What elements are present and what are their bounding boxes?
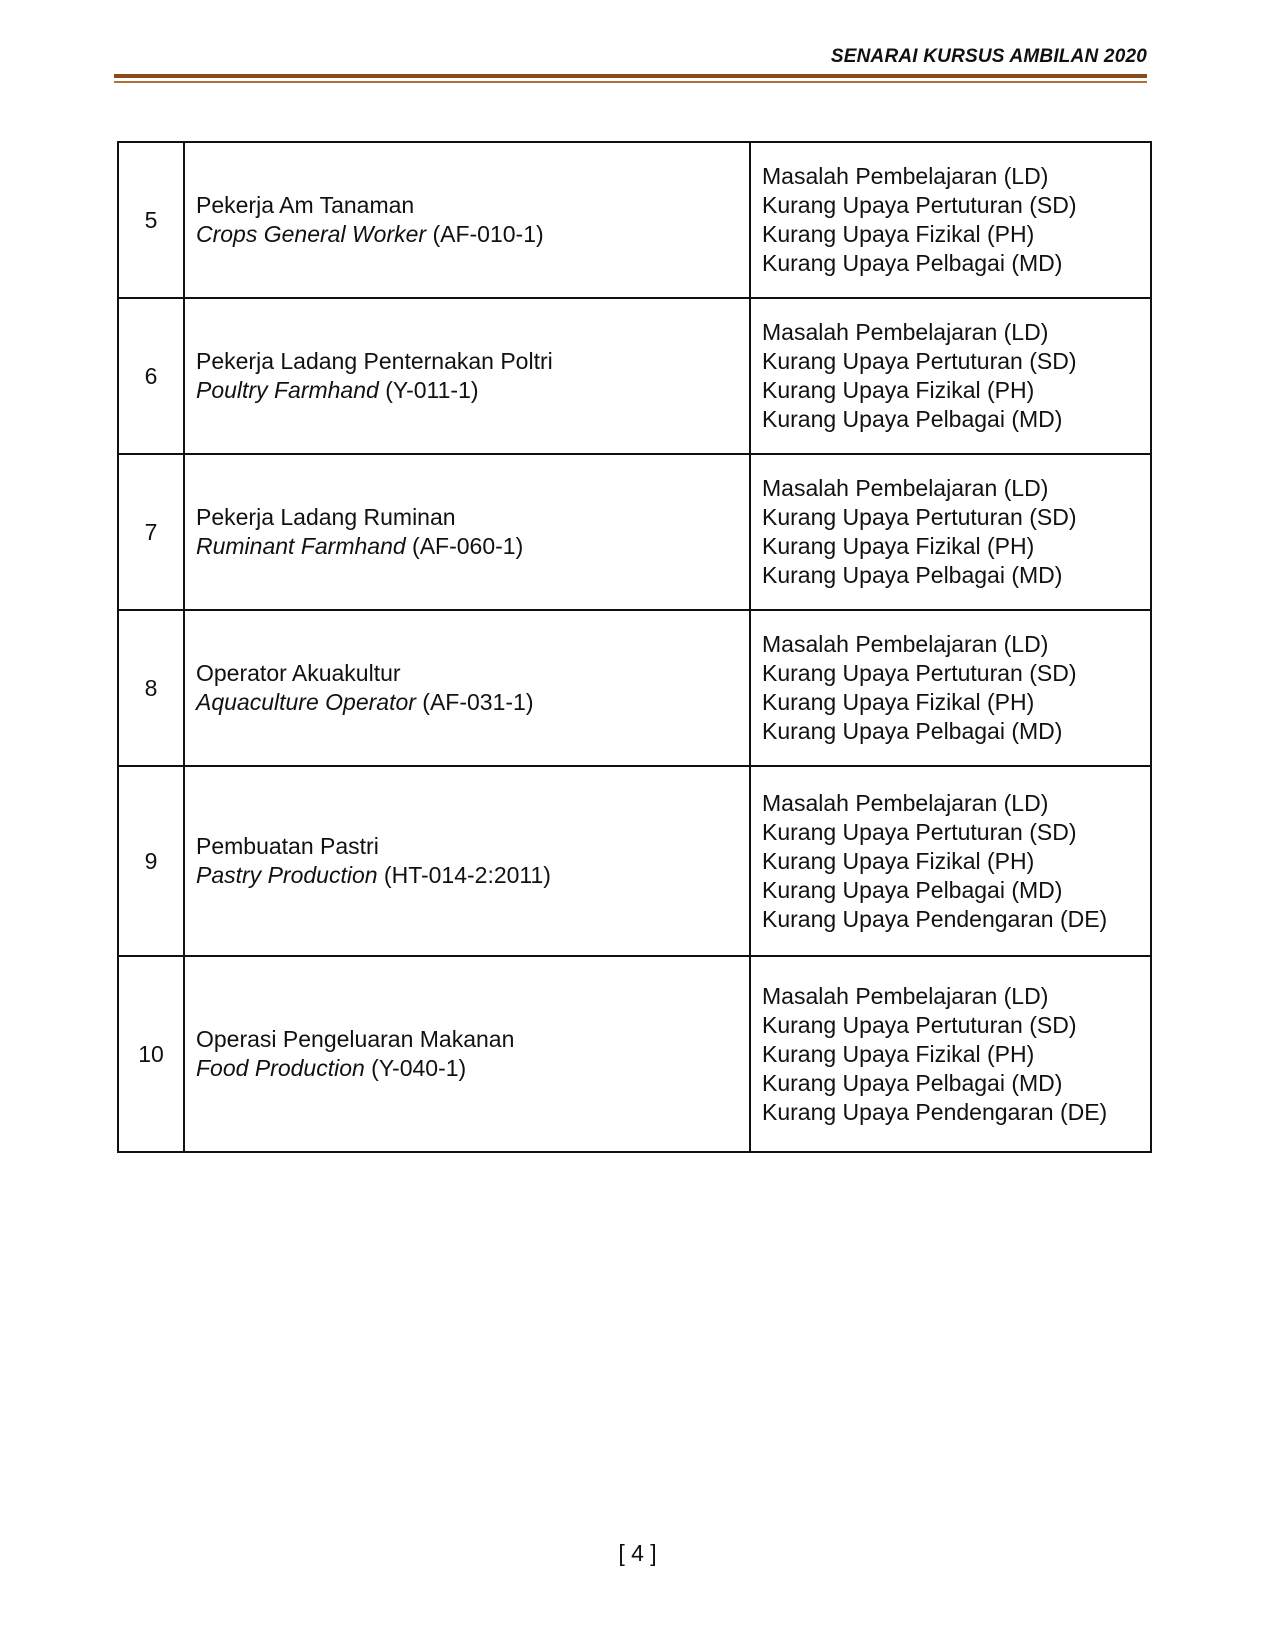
- disability-category: Kurang Upaya Pertuturan (SD): [762, 1011, 1077, 1038]
- course-cell: [184, 610, 750, 766]
- disability-categories-cell: [750, 454, 1151, 610]
- table-row: [118, 956, 1151, 1152]
- course-name-en: Poultry Farmhand: [196, 377, 379, 403]
- course-name-en: Ruminant Farmhand: [196, 533, 406, 559]
- disability-category: Masalah Pembelajaran (LD): [762, 475, 1049, 501]
- disability-category: Masalah Pembelajaran (LD): [762, 982, 1049, 1009]
- course-name-en-line: [196, 220, 749, 249]
- disability-category: Masalah Pembelajaran (LD): [762, 319, 1049, 345]
- course-name-en: Pastry Production: [196, 862, 378, 888]
- course-cell: [184, 454, 750, 610]
- disability-category: Kurang Upaya Fizikal (PH): [762, 847, 1035, 874]
- table-row: [118, 610, 1151, 766]
- course-name-ms: Operasi Pengeluaran Makanan: [196, 1026, 515, 1052]
- disability-category: Kurang Upaya Pelbagai (MD): [762, 406, 1063, 432]
- disability-category: Kurang Upaya Fizikal (PH): [762, 1040, 1035, 1067]
- course-code: (AF-010-1): [432, 221, 544, 247]
- disability-category: Masalah Pembelajaran (LD): [762, 789, 1049, 816]
- disability-category: Kurang Upaya Pertuturan (SD): [762, 192, 1077, 218]
- course-cell: [184, 298, 750, 454]
- course-name-en: Aquaculture Operator: [196, 689, 416, 715]
- course-name-en-line: [196, 861, 749, 890]
- page-header-title: SENARAI KURSUS AMBILAN 2020: [830, 46, 1147, 67]
- table-row: [118, 298, 1151, 454]
- course-code: (AF-031-1): [422, 689, 534, 715]
- header-rule-thin: [114, 81, 1147, 83]
- row-number: 9: [118, 766, 184, 956]
- disability-category: Kurang Upaya Fizikal (PH): [762, 377, 1035, 403]
- disability-category: Kurang Upaya Pelbagai (MD): [762, 876, 1063, 903]
- course-code: (Y-040-1): [371, 1055, 467, 1081]
- disability-categories-cell: [750, 298, 1151, 454]
- row-number: 5: [118, 142, 184, 298]
- course-code: (Y-011-1): [385, 377, 479, 403]
- page-number: [ 4 ]: [618, 1540, 657, 1566]
- disability-category: Kurang Upaya Pelbagai (MD): [762, 1069, 1063, 1096]
- disability-category: Kurang Upaya Pelbagai (MD): [762, 718, 1063, 744]
- course-cell: [184, 766, 750, 956]
- course-name-ms: Pembuatan Pastri: [196, 833, 379, 859]
- disability-category: Kurang Upaya Pertuturan (SD): [762, 348, 1077, 374]
- disability-categories-cell: [750, 766, 1151, 956]
- course-table: [117, 141, 1152, 1153]
- course-name-ms: Operator Akuakultur: [196, 660, 401, 686]
- row-number: 7: [118, 454, 184, 610]
- disability-category: Masalah Pembelajaran (LD): [762, 631, 1049, 657]
- course-code: (AF-060-1): [412, 533, 524, 559]
- table-row: [118, 766, 1151, 956]
- disability-category: Kurang Upaya Pendengaran (DE): [762, 1098, 1108, 1125]
- disability-categories-cell: [750, 956, 1151, 1152]
- course-code: (HT-014-2:2011): [383, 862, 551, 888]
- disability-category: Kurang Upaya Fizikal (PH): [762, 533, 1035, 559]
- row-number: 8: [118, 610, 184, 766]
- disability-category: Kurang Upaya Pertuturan (SD): [762, 504, 1077, 530]
- disability-categories-cell: [750, 142, 1151, 298]
- disability-category: Kurang Upaya Pendengaran (DE): [762, 905, 1108, 932]
- course-name-ms: Pekerja Am Tanaman: [196, 192, 415, 218]
- course-cell: [184, 956, 750, 1152]
- table-row: [118, 142, 1151, 298]
- disability-category: Masalah Pembelajaran (LD): [762, 163, 1049, 189]
- course-name-en-line: [196, 376, 749, 405]
- row-number: 10: [118, 956, 184, 1152]
- course-name-en: Food Production: [196, 1055, 365, 1081]
- course-cell: [184, 142, 750, 298]
- course-name-en-line: [196, 1054, 749, 1083]
- disability-category: Kurang Upaya Pelbagai (MD): [762, 562, 1063, 588]
- disability-category: Kurang Upaya Pertuturan (SD): [762, 818, 1077, 845]
- table-row: [118, 454, 1151, 610]
- header-rule: [114, 74, 1147, 78]
- disability-category: Kurang Upaya Fizikal (PH): [762, 689, 1035, 715]
- row-number: 6: [118, 298, 184, 454]
- disability-categories-cell: [750, 610, 1151, 766]
- course-name-en-line: [196, 532, 749, 561]
- course-table-body: [118, 142, 1151, 1152]
- disability-category: Kurang Upaya Pertuturan (SD): [762, 660, 1077, 686]
- course-name-en: Crops General Worker: [196, 221, 427, 247]
- course-name-ms: Pekerja Ladang Penternakan Poltri: [196, 348, 553, 374]
- course-name-ms: Pekerja Ladang Ruminan: [196, 504, 456, 530]
- disability-category: Kurang Upaya Fizikal (PH): [762, 221, 1035, 247]
- course-name-en-line: [196, 688, 749, 717]
- disability-category: Kurang Upaya Pelbagai (MD): [762, 250, 1063, 276]
